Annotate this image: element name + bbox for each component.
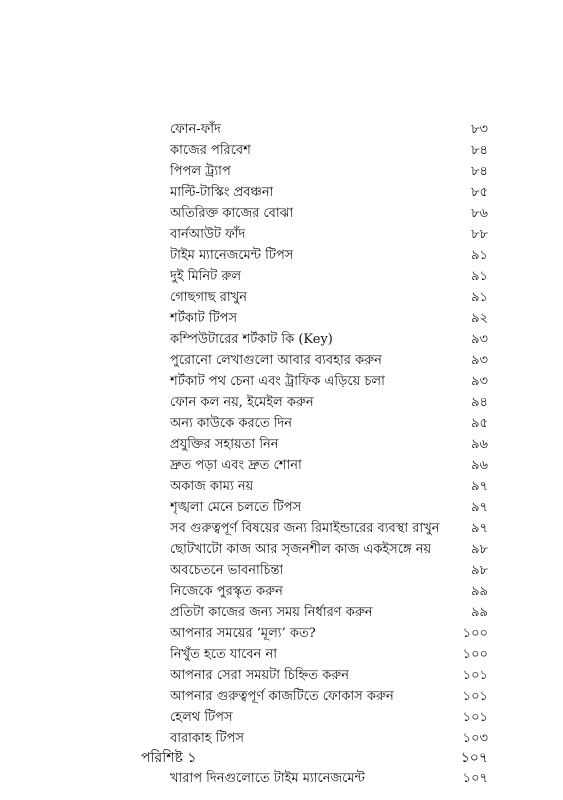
- toc-entry[interactable]: [170, 246, 488, 266]
- toc-entry-title: ফোন-ফাঁদ: [170, 122, 221, 137]
- toc-entry-title: গোছগাছ রাখুন: [170, 290, 247, 305]
- toc-entry[interactable]: [170, 645, 488, 665]
- toc-entry-title: ছোটখাটো কাজ আর সৃজনশীল কাজ একইসঙ্গে নয়: [170, 542, 432, 557]
- toc-entry-page: ৯৩: [471, 374, 488, 389]
- toc-entry-title: অবচেতনে ভাবনাচিন্তা: [170, 563, 284, 578]
- toc-entry[interactable]: [170, 687, 488, 707]
- toc-entry-page: ৮৪: [471, 164, 488, 179]
- toc-entry[interactable]: [170, 351, 488, 371]
- toc-entry-page: ১০৭: [462, 771, 488, 786]
- toc-entry-title: দ্রুত পড়া এবং দ্রুত শোনা: [170, 458, 302, 473]
- toc-entry[interactable]: [170, 456, 488, 476]
- toc-entry[interactable]: [170, 414, 488, 434]
- toc-entry-page: ৮৬: [471, 206, 488, 221]
- toc-entry-title: খারাপ দিনগুলোতে টাইম ম্যানেজমেন্ট: [170, 771, 365, 786]
- toc-entry[interactable]: [170, 540, 488, 560]
- toc-entry-page: ৯৭: [471, 500, 488, 515]
- toc-entry[interactable]: [170, 498, 488, 518]
- toc-entry[interactable]: [170, 708, 488, 728]
- toc-entry[interactable]: [170, 769, 488, 789]
- toc-entry[interactable]: [170, 372, 488, 392]
- toc-entry-page: ৯১: [471, 269, 488, 284]
- toc-entry-page: ৯৩: [471, 332, 488, 347]
- toc-entry-page: ৯৬: [471, 437, 488, 452]
- toc-entry-title: শর্টকাট পথ চেনা এবং ট্রাফিক এড়িয়ে চলা: [170, 374, 385, 389]
- toc-entry-title: নিজেকে পুরস্কৃত করুন: [170, 584, 283, 599]
- toc-entry[interactable]: [170, 141, 488, 161]
- toc-entry-title: কাজের পরিবেশ: [170, 143, 251, 158]
- toc-entry[interactable]: [170, 477, 488, 497]
- toc-entry-title: শর্টকাট টিপস: [170, 311, 238, 326]
- toc-entry[interactable]: [170, 582, 488, 602]
- toc-entry-page: ৯৪: [471, 395, 488, 410]
- toc-entry-title: প্রযুক্তির সহায়তা নিন: [170, 437, 279, 452]
- toc-entry-page: ১০০: [462, 647, 488, 662]
- toc-entry-page: ৮৮: [471, 227, 488, 242]
- toc-entry-title: নিখুঁত হতে যাবেন না: [170, 647, 277, 662]
- toc-entry-title: বার্নআউট ফাঁদ: [170, 227, 246, 242]
- toc-entry-title: অকাজ কাম্য নয়: [170, 479, 254, 494]
- toc-entry-title: ফোন কল নয়, ইমেইল করুন: [170, 395, 314, 410]
- toc-entry-page: ১০০: [462, 626, 488, 641]
- toc-entry-title: আপনার গুরুত্বপূর্ণ কাজটিতে ফোকাস করুন: [170, 689, 394, 704]
- toc-entry[interactable]: [170, 519, 488, 539]
- toc-entry[interactable]: [170, 624, 488, 644]
- toc-entry[interactable]: [170, 162, 488, 182]
- toc-entry[interactable]: [170, 603, 488, 623]
- toc-entry[interactable]: [170, 330, 488, 350]
- toc-entry-title: অন্য কাউকে করতে দিন: [170, 416, 293, 431]
- toc-entry-title: আপনার সময়ের ‘মূল্য’ কত?: [170, 626, 316, 641]
- toc-entry[interactable]: [170, 309, 488, 329]
- toc-entry-page: ১০১: [462, 668, 488, 683]
- toc-entry[interactable]: [170, 435, 488, 455]
- toc-entry-title: পিপল ট্র্যাপ: [170, 164, 231, 179]
- toc-entry[interactable]: [170, 393, 488, 413]
- toc-section-heading[interactable]: [141, 748, 488, 768]
- toc-section-page: ১০৭: [460, 750, 488, 766]
- toc-entry-page: ৯১: [471, 248, 488, 263]
- toc-entry-page: ৯৭: [471, 479, 488, 494]
- toc-entry[interactable]: [170, 729, 488, 749]
- toc-section-title: পরিশিষ্ট ১: [141, 750, 197, 766]
- toc-entry-title: হেলথ টিপস: [170, 710, 233, 725]
- toc-entry-page: ৮৩: [471, 122, 488, 137]
- toc-entry-title: অতিরিক্ত কাজের বোঝা: [170, 206, 294, 221]
- toc-entry-page: ৯৭: [471, 521, 488, 536]
- toc-entry-page: ৮৫: [471, 185, 488, 200]
- toc-entry-title: সব গুরুত্বপূর্ণ বিষয়ের জন্য রিমাইন্ডারের ব্যবস্থা রাখুন: [170, 521, 440, 536]
- toc-entry-title: আপনার সেরা সময়টা চিহ্নিত করুন: [170, 668, 350, 683]
- toc-entry-page: ৯৯: [471, 584, 488, 599]
- toc-entry-page: ৯২: [471, 311, 488, 326]
- toc-entry-page: ৯৬: [471, 458, 488, 473]
- toc-entry-page: ১০১: [462, 710, 488, 725]
- toc-entry-page: ৯৯: [471, 605, 488, 620]
- toc-entry-page: ১০১: [462, 689, 488, 704]
- toc-entry-title: পুরোনো লেখাগুলো আবার ব্যবহার করুন: [170, 353, 382, 368]
- toc-entry[interactable]: [170, 561, 488, 581]
- toc-entry-page: ৯৫: [471, 416, 488, 431]
- toc-entry-title: দুই মিনিট রুল: [170, 269, 242, 284]
- toc-entry-page: ৮৪: [471, 143, 488, 158]
- toc-entry[interactable]: [170, 225, 488, 245]
- toc-entry-title: শৃঙ্খলা মেনে চলতে টিপস: [170, 500, 302, 515]
- toc-entry[interactable]: [170, 204, 488, 224]
- toc-entry-page: ৯৮: [471, 563, 488, 578]
- toc-entry-title: মাল্টি-টাস্কিং প্রবঞ্চনা: [170, 185, 274, 200]
- toc-entry[interactable]: [170, 120, 488, 140]
- toc-entry-page: ৯১: [471, 290, 488, 305]
- toc-entry-page: ১০৩: [462, 731, 488, 746]
- toc-entry-page: ৯৩: [471, 353, 488, 368]
- toc-entry-title: টাইম ম্যানেজমেন্ট টিপস: [170, 248, 294, 263]
- toc-entry[interactable]: [170, 666, 488, 686]
- toc-entry-title: কম্পিউটারের শর্টকাট কি (Key): [170, 332, 333, 347]
- toc-entry[interactable]: [170, 183, 488, 203]
- toc-entry-page: ৯৮: [471, 542, 488, 557]
- toc-entry-title: বারাকাহ টিপস: [170, 731, 244, 746]
- toc-entry-title: প্রতিটা কাজের জন্য সময় নির্ধারণ করুন: [170, 605, 373, 620]
- toc-entry[interactable]: [170, 288, 488, 308]
- toc-entry[interactable]: [170, 267, 488, 287]
